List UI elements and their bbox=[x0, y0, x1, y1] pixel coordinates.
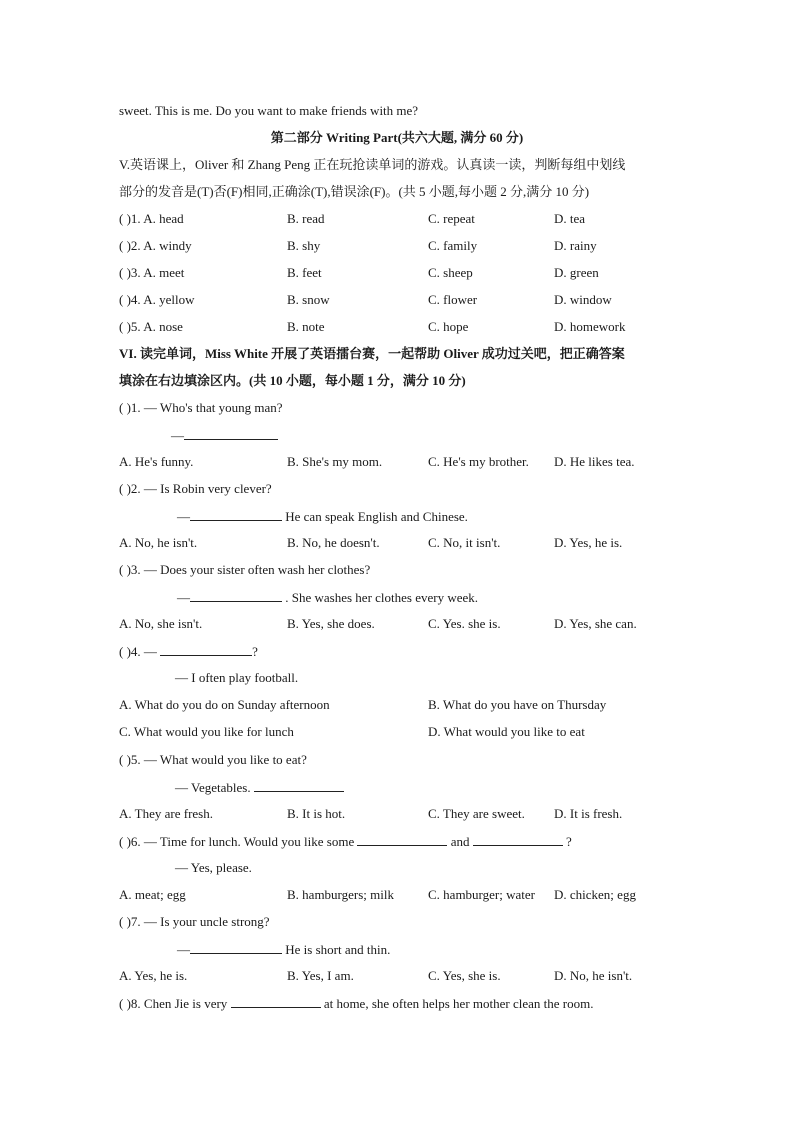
option-d: D. window bbox=[554, 292, 612, 307]
answer-line: — I often play football. bbox=[175, 670, 299, 685]
answer-line bbox=[177, 589, 478, 606]
answer-line: — Yes, please. bbox=[175, 860, 252, 875]
answer-line bbox=[177, 941, 390, 958]
option-b: B. shy bbox=[287, 238, 321, 253]
option-d: D. chicken; egg bbox=[554, 887, 636, 902]
answer-line bbox=[177, 508, 468, 525]
option-b: B. It is hot. bbox=[287, 806, 346, 821]
question-stem bbox=[119, 995, 593, 1012]
option-d: D. Yes, she can. bbox=[554, 616, 637, 631]
option-d: D. No, he isn't. bbox=[554, 968, 633, 983]
question-stem: ( )2. — Is Robin very clever? bbox=[119, 481, 272, 496]
answer-line bbox=[175, 779, 344, 796]
dash: — bbox=[177, 590, 190, 605]
option-c: C. hamburger; water bbox=[428, 887, 535, 902]
option-d: D. homework bbox=[554, 319, 626, 334]
option-c: C. Yes. she is. bbox=[428, 616, 501, 631]
question-number: ( )4. A. yellow bbox=[119, 292, 195, 307]
section6-instruction-line2: 填涂在右边填涂区内。(共 10 小题，每小题 1 分，满分 10 分) bbox=[119, 373, 466, 388]
option-c: C. What would you like for lunch bbox=[119, 724, 294, 739]
question-stem: ( )7. — Is your uncle strong? bbox=[119, 914, 270, 929]
question-number: ( )1. A. head bbox=[119, 211, 184, 226]
stem-pre: ( )6. — Time for lunch. Would you like some bbox=[119, 834, 358, 849]
option-d: D. rainy bbox=[554, 238, 597, 253]
answer-blank[interactable] bbox=[473, 833, 563, 846]
stem-pre: ( )4. — bbox=[119, 644, 161, 659]
question-stem bbox=[119, 833, 572, 850]
option-d: D. tea bbox=[554, 211, 586, 226]
option-d: D. It is fresh. bbox=[554, 806, 623, 821]
answer-blank[interactable] bbox=[190, 508, 282, 521]
answer-line bbox=[171, 427, 278, 444]
option-b: B. read bbox=[287, 211, 325, 226]
answer-blank[interactable] bbox=[357, 833, 447, 846]
option-c: C. Yes, she is. bbox=[428, 968, 501, 983]
stem-mid: and bbox=[447, 834, 473, 849]
question-stem: ( )3. — Does your sister often wash her clothes? bbox=[119, 562, 371, 577]
answer-blank[interactable] bbox=[184, 427, 278, 440]
option-c: C. family bbox=[428, 238, 478, 253]
option-b: B. She's my mom. bbox=[287, 454, 383, 469]
answer-blank[interactable] bbox=[160, 643, 252, 656]
answer-blank[interactable] bbox=[190, 941, 282, 954]
answer-pre: — Vegetables. bbox=[175, 780, 254, 795]
option-d: D. What would you like to eat bbox=[428, 724, 585, 739]
intro-tail-text: sweet. This is me. Do you want to make friends with me? bbox=[119, 103, 419, 118]
option-b: B. No, he doesn't. bbox=[287, 535, 380, 550]
option-a: A. No, she isn't. bbox=[119, 616, 203, 631]
answer-tail: He is short and thin. bbox=[282, 942, 391, 957]
question-stem: ( )5. — What would you like to eat? bbox=[119, 752, 307, 767]
question-number: ( )5. A. nose bbox=[119, 319, 183, 334]
question-stem: ( )1. — Who's that young man? bbox=[119, 400, 283, 415]
answer-blank[interactable] bbox=[254, 779, 344, 792]
dash: — bbox=[171, 428, 184, 443]
option-b: B. note bbox=[287, 319, 325, 334]
section5-instruction-line2: 部分的发音是(T)否(F)相同,正确涂(T),错误涂(F)。(共 5 小题,每小题 2 分,满分 10 分) bbox=[119, 184, 590, 199]
option-c: C. repeat bbox=[428, 211, 475, 226]
option-b: B. hamburgers; milk bbox=[287, 887, 395, 902]
answer-blank[interactable] bbox=[231, 995, 321, 1008]
option-a: A. Yes, he is. bbox=[119, 968, 188, 983]
option-b: B. What do you have on Thursday bbox=[428, 697, 607, 712]
option-d: D. green bbox=[554, 265, 599, 280]
stem-post: at home, she often helps her mother clean the room. bbox=[320, 996, 594, 1011]
option-b: B. Yes, she does. bbox=[287, 616, 375, 631]
option-d: D. He likes tea. bbox=[554, 454, 635, 469]
answer-tail: . She washes her clothes every week. bbox=[282, 590, 479, 605]
option-b: B. Yes, I am. bbox=[287, 968, 354, 983]
option-c: C. sheep bbox=[428, 265, 473, 280]
option-c: C. No, it isn't. bbox=[428, 535, 501, 550]
question-number: ( )3. A. meet bbox=[119, 265, 185, 280]
option-b: B. feet bbox=[287, 265, 322, 280]
option-d: D. Yes, he is. bbox=[554, 535, 623, 550]
part-title: 第二部分 Writing Part(共六大题, 满分 60 分) bbox=[270, 130, 524, 145]
stem-post: ? bbox=[562, 834, 572, 849]
option-b: B. snow bbox=[287, 292, 330, 307]
dash: — bbox=[177, 509, 190, 524]
stem-pre: ( )8. Chen Jie is very bbox=[119, 996, 231, 1011]
answer-blank[interactable] bbox=[190, 589, 282, 602]
section6-instruction-line1: VI. 读完单词，Miss White 开展了英语擂台赛，一起帮助 Oliver 成功过关吧，把正确答案 bbox=[119, 346, 625, 361]
option-a: A. He's funny. bbox=[119, 454, 194, 469]
option-c: C. He's my brother. bbox=[428, 454, 529, 469]
answer-tail: He can speak English and Chinese. bbox=[282, 509, 468, 524]
option-a: A. No, he isn't. bbox=[119, 535, 198, 550]
stem-post: ? bbox=[252, 644, 258, 659]
option-a: A. They are fresh. bbox=[119, 806, 213, 821]
option-c: C. hope bbox=[428, 319, 469, 334]
option-a: A. meat; egg bbox=[119, 887, 186, 902]
option-a: A. What do you do on Sunday afternoon bbox=[119, 697, 330, 712]
question-stem bbox=[119, 643, 258, 660]
option-c: C. They are sweet. bbox=[428, 806, 525, 821]
question-number: ( )2. A. windy bbox=[119, 238, 192, 253]
option-c: C. flower bbox=[428, 292, 478, 307]
dash: — bbox=[177, 942, 190, 957]
section5-instruction-line1: V.英语课上，Oliver 和 Zhang Peng 正在玩抢读单词的游戏。认真读一读，判断每组中划线 bbox=[119, 157, 626, 172]
